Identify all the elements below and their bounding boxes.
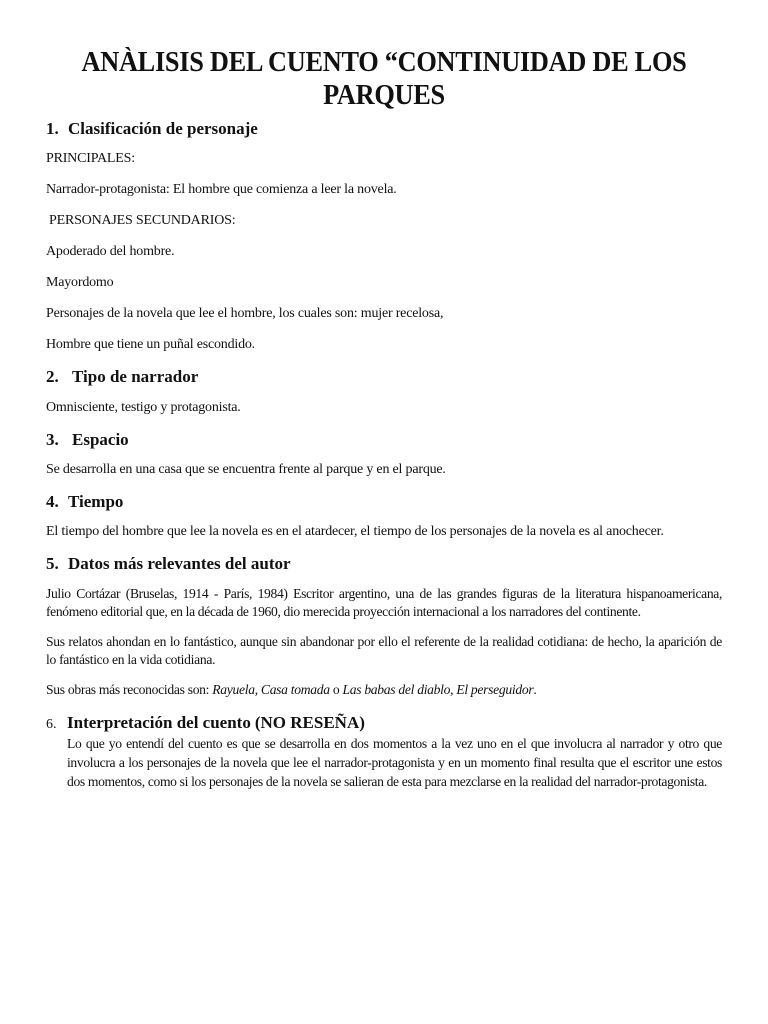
section-5-title: Datos más relevantes del autor: [68, 554, 291, 573]
author-paragraph-1: Julio Cortázar (Bruselas, 1914 - París, 1984) Escritor argentino, una de las grandes figuras de la literatura hispanoamericana, fenómeno editorial que, en la década de 1960, dio merecida proyección internacional a los narradores del continente.: [46, 586, 722, 619]
work-rayuela: Rayuela: [212, 682, 255, 697]
section-3-title: Espacio: [72, 430, 129, 449]
principal-character: Narrador-protagonista: El hombre que comienza a leer la novela.: [46, 182, 397, 197]
work-casa-tomada: Casa tomada: [260, 682, 330, 697]
principales-label: PRINCIPALES:: [46, 151, 135, 166]
section-6-heading: [46, 713, 722, 733]
works-suffix: .: [533, 682, 537, 697]
section-4-number: 4.: [46, 492, 59, 511]
section-2-number: 2.: [46, 367, 59, 386]
space-text: Se desarrolla en una casa que se encuentra frente al parque y en el parque.: [46, 462, 446, 477]
section-4-title: Tiempo: [68, 492, 124, 511]
section-3-heading: [46, 429, 722, 451]
section-5-heading: [46, 553, 722, 575]
interpretation-text: Lo que yo entendí del cuento es que se desarrolla en dos momentos a la vez uno en el que involucra al narrador y otro que involucra a los personajes de la novela que lee el narrador-protagonista y en un momento final resulta que el escritor une estos dos momentos, como si los personajes de la novela se salieran de esta para mezclarse en la realidad del narrador-protagonista.: [67, 736, 722, 789]
work-las-babas-del-diablo: Las babas del diablo: [342, 682, 451, 697]
author-paragraph-2: Sus relatos ahondan en lo fantástico, aunque sin abandonar por ello el referente de la realidad cotidiana: de hecho, la aparición de lo fantástico en la vida cotidiana.: [46, 634, 722, 667]
works-separator-2: o: [329, 682, 343, 697]
works-prefix: Sus obras más reconocidas son:: [46, 682, 213, 697]
secondary-character-1: Apoderado del hombre.: [46, 244, 175, 259]
works-separator-1: ,: [254, 682, 261, 697]
section-6-number: 6.: [46, 717, 57, 732]
narrator-type-text: Omnisciente, testigo y protagonista.: [46, 400, 241, 415]
section-1-number: 1.: [46, 119, 59, 138]
works-separator-3: ,: [450, 682, 457, 697]
section-6-note: (NO RESEÑA): [254, 713, 365, 732]
secondary-character-2: Mayordomo: [46, 275, 114, 290]
section-1-heading: [46, 118, 722, 140]
section-5-number: 5.: [46, 554, 59, 573]
time-text: El tiempo del hombre que lee la novela es en el atardecer, el tiempo de los personajes de la novela es al anochecer.: [46, 524, 664, 539]
section-3-number: 3.: [46, 430, 59, 449]
section-2-heading: [46, 366, 722, 388]
author-works: [46, 681, 722, 699]
work-el-perseguidor: El perseguidor: [456, 682, 534, 697]
section-4-heading: [46, 491, 722, 513]
document-title: ANÀLISIS DEL CUENTO “CONTINUIDAD DE LOS PARQUES: [81, 47, 687, 111]
secondary-character-3: Personajes de la novela que lee el hombre, los cuales son: mujer recelosa,: [46, 306, 444, 321]
section-2-title: Tipo de narrador: [72, 367, 199, 386]
secundarios-label: PERSONAJES SECUNDARIOS:: [49, 213, 236, 228]
section-1-title: Clasificación de personaje: [68, 119, 258, 138]
secondary-character-4: Hombre que tiene un puñal escondido.: [46, 337, 255, 352]
section-6-title: Interpretación del cuento: [67, 713, 251, 732]
